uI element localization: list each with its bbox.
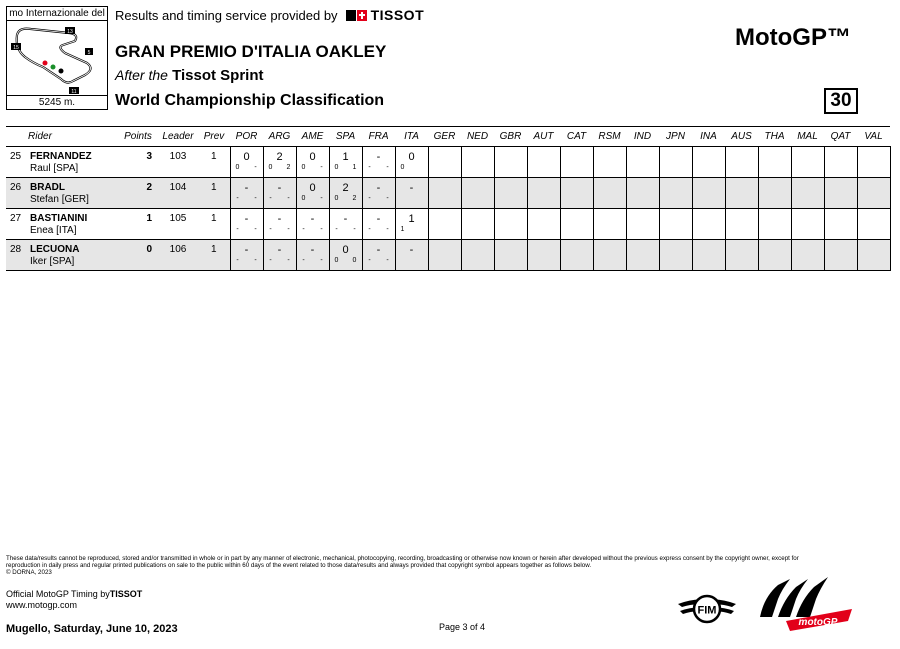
gp-race-points: - [353,226,356,233]
gp-empty-cell [692,147,725,178]
circuit-map-icon [9,23,105,97]
circuit-name: mo Internazionale del [7,7,107,21]
gp-sprint-points: - [368,226,371,233]
circuit-length: 5245 m. [7,95,107,109]
rider-surname: BRADL [30,182,65,193]
gp-race-points: - [386,257,389,264]
points-header: Points [118,127,158,147]
gp-empty-cell [428,147,461,178]
gp-sprint-points: - [269,195,272,202]
gp-result-cell [395,209,428,240]
gp-total: 0 [342,244,349,256]
gp-race-points: - [386,195,389,202]
gp-header-aus: AUS [725,127,758,147]
footer-page-number: Page 3 of 4 [439,622,486,632]
gp-total: - [409,244,414,256]
gp-empty-cell [725,178,758,209]
gp-sub-results [231,257,263,267]
gp-total: 1 [408,213,415,225]
gp-result-cell [230,147,263,178]
gp-empty-cell [428,178,461,209]
gp-empty-cell [593,178,626,209]
website-link[interactable]: www.motogp.com [6,600,78,610]
gp-sprint-points: - [269,257,272,264]
rider-leader-gap: 105 [158,209,198,240]
gp-race-points: - [287,257,290,264]
motogp-logo-text: motoGP [798,617,838,628]
tissot-logo [346,7,425,23]
gp-empty-cell [758,147,791,178]
gp-empty-cell [560,240,593,271]
gp-empty-cell [461,240,494,271]
rider-points: 0 [118,240,158,271]
leader-header: Leader [158,127,198,147]
gp-empty-cell [527,147,560,178]
gp-empty-cell [692,240,725,271]
gp-total: - [310,213,315,225]
gp-sub-results [363,164,395,174]
gp-result-cell [395,147,428,178]
gp-race-points: - [287,195,290,202]
gp-empty-cell [725,147,758,178]
gp-header-mal: MAL [791,127,824,147]
gp-empty-cell [428,240,461,271]
gp-empty-cell [560,209,593,240]
gp-sprint-points: 0 [334,164,339,171]
gp-header-qat: QAT [824,127,857,147]
table-body [6,147,890,271]
gp-result-cell [230,209,263,240]
gp-result-cell [296,147,329,178]
rider-header: Rider [6,127,118,147]
gp-sprint-points: 1 [400,226,405,233]
gp-empty-cell [527,209,560,240]
gp-empty-cell [857,209,890,240]
gp-result-cell [296,209,329,240]
gp-result-cell [362,178,395,209]
gp-empty-cell [857,178,890,209]
rider-position: 28 [10,244,22,255]
gp-result-cell [263,209,296,240]
gp-empty-cell [725,240,758,271]
gp-result-cell [263,240,296,271]
gp-total: - [343,213,348,225]
motogp-brand: MotoGP™ [735,24,851,51]
gp-race-points: - [287,226,290,233]
gp-empty-cell [461,147,494,178]
gp-empty-cell [560,147,593,178]
gp-empty-cell [791,178,824,209]
gp-sprint-points: 0 [334,195,339,202]
gp-empty-cell [659,209,692,240]
gp-sprint-points: 0 [268,164,273,171]
rider-surname: FERNANDEZ [30,151,92,162]
gp-empty-cell [461,209,494,240]
gp-total: 1 [342,151,349,163]
gp-total: - [376,213,381,225]
gp-empty-cell [758,240,791,271]
gp-sprint-points: - [368,195,371,202]
gp-total: 2 [276,151,283,163]
gp-sub-results [363,226,395,236]
gp-empty-cell [461,178,494,209]
gp-empty-cell [824,209,857,240]
motogp-logo-icon [756,575,856,633]
table-header-row [6,127,890,147]
gp-result-cell [263,147,296,178]
gp-sub-results [264,257,296,267]
gp-header-gbr: GBR [494,127,527,147]
rider-line1 [10,182,118,193]
gp-result-cell [230,240,263,271]
gp-sprint-points: 0 [400,164,405,171]
gp-empty-cell [758,209,791,240]
gp-total: 0 [243,151,250,163]
gp-empty-cell [791,240,824,271]
map-label-15: 15 [13,45,19,51]
gp-header-fra: FRA [362,127,395,147]
gp-sub-results [231,226,263,236]
gp-sprint-points: - [302,257,305,264]
gp-sprint-points: - [269,226,272,233]
rider-firstname: Iker [SPA] [30,256,75,267]
gp-race-points [414,164,428,174]
gp-sub-results [264,195,296,205]
gp-empty-cell [659,240,692,271]
gp-sub-results [297,257,329,267]
gp-total: - [244,213,249,225]
rider-cell [6,147,118,178]
rider-surname: LECUONA [30,244,80,255]
gp-header-cat: CAT [560,127,593,147]
gp-total: 0 [309,151,316,163]
gp-sprint-points: - [236,257,239,264]
rider-line1 [10,151,118,162]
gp-header-ina: INA [692,127,725,147]
official-prefix: Official MotoGP Timing by [6,589,110,599]
gp-sub-results [297,195,329,205]
session-name: Tissot Sprint [172,67,264,84]
gp-race-points: - [254,257,257,264]
circuit-box [6,6,108,110]
gp-result-cell [329,178,362,209]
gp-race-points: - [320,226,323,233]
gp-empty-cell [494,147,527,178]
gp-total: - [244,244,249,256]
gp-result-cell [362,240,395,271]
disclaimer-text: These data/results cannot be reproduced, stored and/or transmitted in whole or in part by any manner of electronic, mechanical, photocopying, recording, broadcasting or otherwise now known or herein after developed without the previous express consent by the copyright owner, except for reproduction in daily press and regular printed publications on sale to the public within 60 days of the event related to those data/results and always provided that copyright symbol appears together as follows below. [6,555,799,569]
gp-total: - [376,151,381,163]
gp-sprint-points: - [368,164,371,171]
gp-total: - [277,182,282,194]
gp-result-cell [395,240,428,271]
map-label-11: 11 [71,89,77,95]
rider-prev-gap: 1 [198,178,230,209]
gp-total: - [409,182,414,194]
session-line [115,67,264,84]
gp-sprint-points: 0 [301,164,306,171]
fim-logo-icon [676,590,738,628]
copyright-text: © DORNA, 2023 [6,569,52,576]
gp-sub-results [330,195,362,205]
rider-prev-gap: 1 [198,240,230,271]
rider-firstname: Raul [SPA] [30,163,79,174]
gp-sprint-points: - [302,226,305,233]
gp-total: - [277,244,282,256]
gp-result-cell [329,147,362,178]
gp-sub-results [363,195,395,205]
page-number-box: 30 [824,88,858,114]
gp-sub-results [330,164,362,174]
gp-race-points [414,195,428,205]
gp-sprint-points: 0 [235,164,240,171]
gp-header-jpn: JPN [659,127,692,147]
gp-result-cell [230,178,263,209]
gp-result-cell [329,240,362,271]
gp-empty-cell [758,178,791,209]
rider-leader-gap: 106 [158,240,198,271]
gp-race-points: 2 [352,195,357,202]
service-text: Results and timing service provided by [115,7,338,23]
gp-total: - [376,244,381,256]
gp-sprint-points [396,195,410,205]
gp-empty-cell [626,240,659,271]
rider-position: 26 [10,182,22,193]
rider-firstname: Stefan [GER] [30,194,89,205]
gp-empty-cell [692,209,725,240]
gp-sub-results [330,226,362,236]
gp-sub-results [396,226,428,236]
gp-total: - [277,213,282,225]
official-brand: TISSOT [109,589,143,599]
tissot-brand: TISSOT [370,7,425,23]
gp-empty-cell [857,240,890,271]
rider-prev-gap: 1 [198,209,230,240]
gp-total: - [244,182,249,194]
gp-header-tha: THA [758,127,791,147]
gp-header-arg: ARG [263,127,296,147]
table-row [6,209,890,240]
rider-firstname: Enea [ITA] [30,225,77,236]
gp-header-val: VAL [857,127,890,147]
gp-empty-cell [494,240,527,271]
gp-race-points: - [254,164,257,171]
gp-result-cell [329,209,362,240]
fim-logo-text: FIM [697,604,717,617]
gp-empty-cell [494,209,527,240]
table-row [6,240,890,271]
gp-sub-results [396,164,428,174]
gp-sub-results [330,257,362,267]
gp-empty-cell [824,147,857,178]
gp-empty-cell [626,178,659,209]
gp-race-points: 1 [352,164,357,171]
gp-sub-results [396,257,428,267]
gp-empty-cell [593,240,626,271]
rider-leader-gap: 104 [158,178,198,209]
gp-race-points [414,226,428,236]
gp-empty-cell [857,147,890,178]
table-row [6,178,890,209]
gp-result-cell [296,178,329,209]
event-title: GRAN PREMIO D'ITALIA OAKLEY [115,42,387,61]
gp-result-cell [395,178,428,209]
gp-empty-cell [626,209,659,240]
gp-empty-cell [527,178,560,209]
rider-points: 3 [118,147,158,178]
map-label-5: 5 [87,50,91,56]
map-label-13: 13 [67,29,73,35]
official-timing [6,589,142,599]
gp-total: 0 [408,151,415,163]
gp-sub-results [396,195,428,205]
gp-result-cell [263,178,296,209]
gp-race-points: - [320,195,323,202]
gp-header-ita: ITA [395,127,428,147]
gp-empty-cell [626,147,659,178]
gp-empty-cell [428,209,461,240]
classification-table [6,126,891,271]
gp-sprint-points: 0 [301,195,306,202]
gp-empty-cell [527,240,560,271]
gp-header-ind: IND [626,127,659,147]
gp-empty-cell [560,178,593,209]
gp-header-rsm: RSM [593,127,626,147]
rider-line1 [10,244,118,255]
location-date: Mugello, Saturday, June 10, 2023 [6,623,178,635]
gp-sub-results [264,226,296,236]
gp-result-cell [362,147,395,178]
rider-cell [6,240,118,271]
gp-race-points [414,257,428,267]
gp-header-spa: SPA [329,127,362,147]
gp-header-ame: AME [296,127,329,147]
rider-surname: BASTIANINI [30,213,88,224]
gp-race-points: - [386,164,389,171]
disclaimer [6,555,826,576]
gp-race-points: - [254,226,257,233]
rider-line1 [10,213,118,224]
rider-position: 25 [10,151,22,162]
rider-points: 1 [118,209,158,240]
prev-header: Prev [198,127,230,147]
gp-empty-cell [494,178,527,209]
timing-service-line [115,7,424,23]
gp-sub-results [363,257,395,267]
gp-sub-results [264,164,296,174]
gp-header-aut: AUT [527,127,560,147]
gp-race-points: - [386,226,389,233]
gp-sub-results [297,226,329,236]
gp-result-cell [296,240,329,271]
gp-sprint-points: - [236,195,239,202]
gp-result-cell [362,209,395,240]
rider-leader-gap: 103 [158,147,198,178]
gp-empty-cell [659,147,692,178]
gp-race-points: - [320,164,323,171]
gp-total: 2 [342,182,349,194]
gp-sprint-points: - [335,226,338,233]
gp-race-points: - [254,195,257,202]
gp-empty-cell [824,240,857,271]
gp-empty-cell [659,178,692,209]
gp-header-ned: NED [461,127,494,147]
gp-header-por: POR [230,127,263,147]
gp-sub-results [297,164,329,174]
rider-points: 2 [118,178,158,209]
gp-empty-cell [593,209,626,240]
session-prefix: After the [115,67,168,83]
rider-cell [6,209,118,240]
rider-cell [6,178,118,209]
gp-sprint-points [396,257,410,267]
gp-race-points: - [320,257,323,264]
table-row [6,147,890,178]
gp-sub-results [231,195,263,205]
gp-total: 0 [309,182,316,194]
gp-sub-results [231,164,263,174]
rider-position: 27 [10,213,22,224]
rider-prev-gap: 1 [198,147,230,178]
gp-empty-cell [791,209,824,240]
gp-total: - [376,182,381,194]
gp-sprint-points: - [368,257,371,264]
gp-empty-cell [791,147,824,178]
gp-race-points: 0 [352,257,357,264]
classification-title: World Championship Classification [115,92,385,109]
gp-empty-cell [725,209,758,240]
gp-empty-cell [824,178,857,209]
gp-empty-cell [692,178,725,209]
gp-header-ger: GER [428,127,461,147]
gp-race-points: 2 [286,164,291,171]
gp-total: - [310,244,315,256]
gp-sprint-points: - [236,226,239,233]
gp-sprint-points: 0 [334,257,339,264]
tissot-cross-icon [346,10,368,21]
gp-empty-cell [593,147,626,178]
